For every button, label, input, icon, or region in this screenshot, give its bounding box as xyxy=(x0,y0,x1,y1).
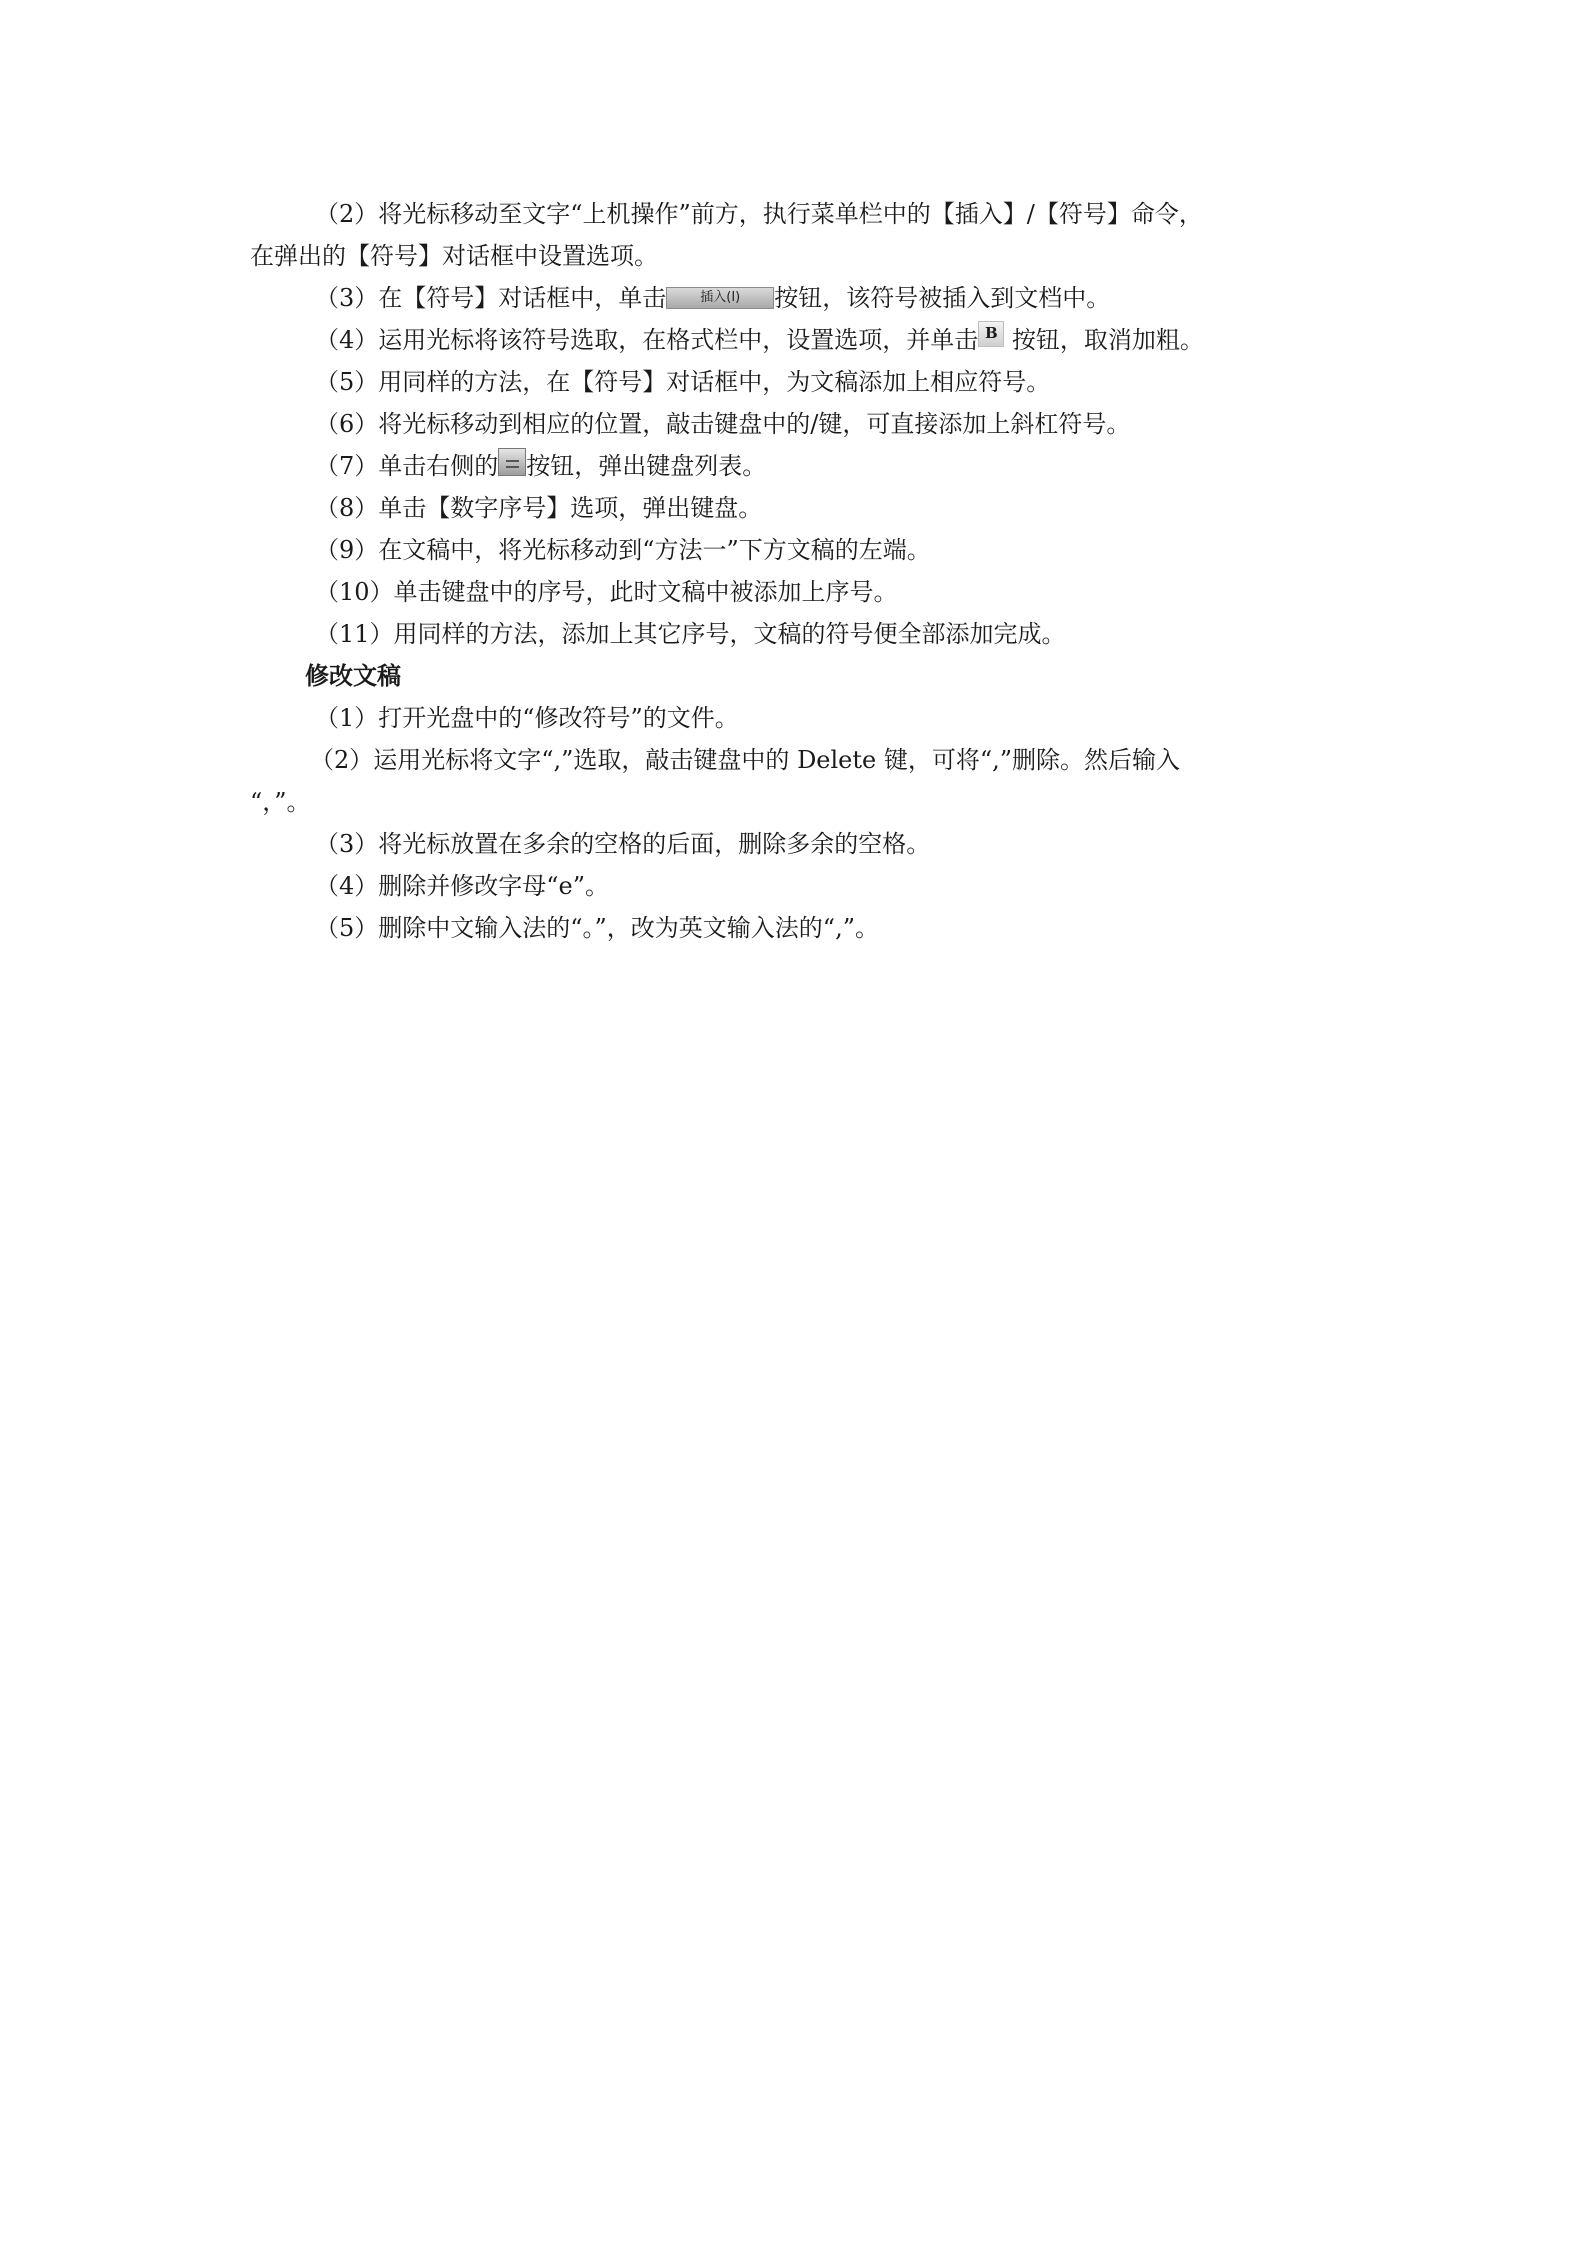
paragraph-edit-step-2-line-2 xyxy=(250,781,1360,823)
insert-button-image: 插入(I) xyxy=(666,287,774,309)
paragraph-step-10 xyxy=(250,571,1360,613)
edit-step-3-text: （3）将光标放置在多余的空格的后面，删除多余的空格。 xyxy=(315,830,931,858)
edit-step-2-text-continued: “，”。 xyxy=(250,788,311,816)
paragraph-edit-step-3 xyxy=(250,823,1360,865)
edit-step-4-text: （4）删除并修改字母“e”。 xyxy=(315,872,610,900)
step-4-text-before: （4）运用光标将该符号选取，在格式栏中，设置选项，并单击 xyxy=(315,326,979,354)
paragraph-step-11 xyxy=(250,613,1360,655)
edit-step-1-text: （1）打开光盘中的“修改符号”的文件。 xyxy=(315,704,739,732)
section-heading-text: 修改文稿 xyxy=(305,661,401,690)
edit-step-2-text: （2）运用光标将文字“,”选取，敲击键盘中的 Delete 键，可将“,”删除。然后输入 xyxy=(310,746,1181,774)
paragraph-step-2-line-1 xyxy=(250,193,1360,235)
keyboard-list-icon xyxy=(498,448,526,476)
paragraph-step-3 xyxy=(250,277,1360,319)
paragraph-step-6 xyxy=(250,403,1360,445)
step-7-text-before: （7）单击右侧的 xyxy=(315,452,499,480)
step-11-text: （11）用同样的方法，添加上其它序号，文稿的符号便全部添加完成。 xyxy=(315,620,1066,648)
paragraph-edit-step-5 xyxy=(250,907,1360,949)
step-5-text: （5）用同样的方法，在【符号】对话框中，为文稿添加上相应符号。 xyxy=(315,368,1051,396)
section-heading xyxy=(250,655,1360,697)
paragraph-edit-step-4 xyxy=(250,865,1360,907)
paragraph-step-2-line-2 xyxy=(250,235,1360,277)
step-3-text-after: 按钮，该符号被插入到文档中。 xyxy=(774,284,1111,312)
edit-step-5-text: （5）删除中文输入法的“。”，改为英文输入法的“,”。 xyxy=(315,914,879,942)
step-9-text: （9）在文稿中，将光标移动到“方法一”下方文稿的左端。 xyxy=(315,536,931,564)
bold-icon: B xyxy=(978,321,1004,347)
document-body xyxy=(250,193,1360,949)
paragraph-step-8 xyxy=(250,487,1360,529)
step-6-text: （6）将光标移动到相应的位置，敲击键盘中的/键，可直接添加上斜杠符号。 xyxy=(315,410,1131,438)
paragraph-edit-step-1 xyxy=(250,697,1360,739)
paragraph-step-5 xyxy=(250,361,1360,403)
step-2-text-continued: 在弹出的【符号】对话框中设置选项。 xyxy=(250,242,658,270)
paragraph-step-9 xyxy=(250,529,1360,571)
paragraph-step-4 xyxy=(250,319,1360,361)
step-2-text: （2）将光标移动至文字“上机操作”前方，执行菜单栏中的【插入】/【符号】命令， xyxy=(315,200,1203,228)
step-4-text-after: 按钮，取消加粗。 xyxy=(1011,326,1204,354)
step-10-text: （10）单击键盘中的序号，此时文稿中被添加上序号。 xyxy=(315,578,898,606)
step-3-text-before: （3）在【符号】对话框中，单击 xyxy=(315,284,667,312)
paragraph-step-7 xyxy=(250,445,1360,487)
step-8-text: （8）单击【数字序号】选项，弹出键盘。 xyxy=(315,494,763,522)
paragraph-edit-step-2-line-1 xyxy=(250,739,1360,781)
step-7-text-after: 按钮，弹出键盘列表。 xyxy=(526,452,767,480)
